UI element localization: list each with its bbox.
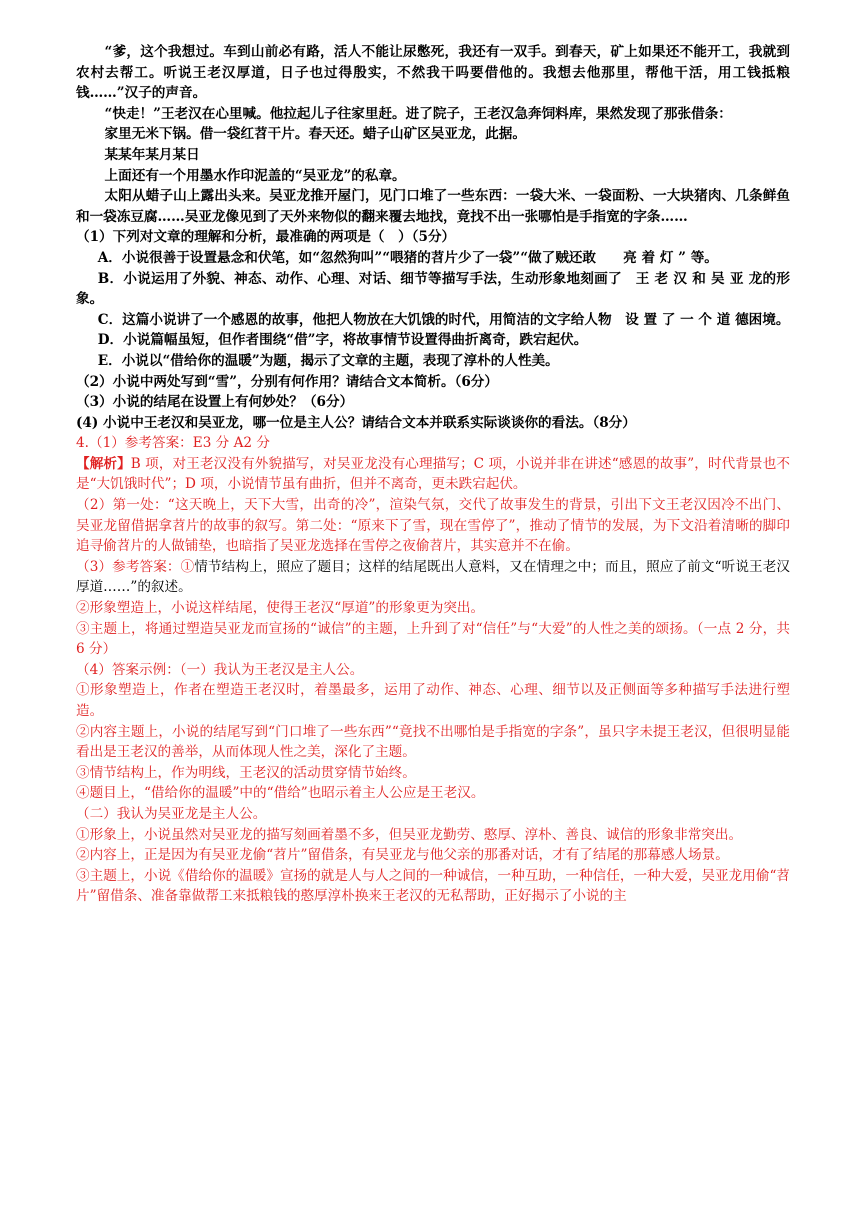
question-3: （3）小说的结尾在设置上有何妙处？（6分） <box>76 394 354 411</box>
answer-1: 4.（1）参考答案：E3 分 A2 分 <box>76 435 270 452</box>
answer-3-head: （3）参考答案：① <box>76 558 195 575</box>
story-paragraph-1: “爹，这个我想过。车到山前必有路，活人不能让尿憋死，我还有一双手。到春天，矿上如果还不能开工，我就到农村去帮工。听说王老汉厚道，日子也过得殷实，不然我干吗要借他的。我想去他那里，帮他干活，用工钱抵粮钱……”汉子的声音。 <box>76 44 790 102</box>
answer-4-b-point-1: ①形象上，小说虽然对吴亚龙的描写刻画着墨不多，但吴亚龙勤劳、憨厚、淳朴、善良、诚信的形象非常突出。 <box>76 826 743 843</box>
answer-3-point-3: ③主题上，将通过塑造吴亚龙而宣扬的“诚信”的主题，上升到了对“信任”与“大爱”的人性之美的颂扬。（一点 2 分，共 6 分） <box>76 620 790 658</box>
option-d: D．小说篇幅虽短，但作者围绕“借”字，将故事情节设置得曲折离奇，跌宕起伏。 <box>97 332 588 349</box>
document-page <box>76 42 790 907</box>
option-b: B．小说运用了外貌、神态、动作、心理、对话、细节等描写手法，生动形象地刻画了 王 老 汉 和 吴 亚 龙的形象。 <box>76 270 790 308</box>
answer-4-b-head: （二）我认为吴亚龙是主人公。 <box>76 805 267 822</box>
question-4: (4) 小说中王老汉和吴亚龙，哪一位是主人公？请结合文本并联系实际谈谈你的看法。（8分） <box>76 414 636 431</box>
answer-4-head: （4）答案示例：（一）我认为王老汉是主人公。 <box>76 661 364 678</box>
analysis-tag: 【解析】 <box>76 455 131 472</box>
answer-3-point-1-text: 情节结构上，照应了题目；这样的结尾既出人意料，又在情理之中；而且，照应了前文“听说王老汉厚道……”的叙述。 <box>76 558 790 596</box>
answer-3-point-1 <box>76 557 790 598</box>
answer-3-point-2: ②形象塑造上，小说这样结尾，使得王老汉“厚道”的形象更为突出。 <box>76 600 485 617</box>
story-paragraph-seal: 上面还有一个用墨水作印泥盖的“吴亚龙”的私章。 <box>104 167 406 184</box>
option-e: E．小说以“借给你的温暖”为题，揭示了文章的主题，表现了淳朴的人性美。 <box>97 352 559 369</box>
answer-1-analysis <box>76 454 790 495</box>
story-paragraph-ending: 太阳从蜡子山上露出头来。吴亚龙推开屋门，见门口堆了一些东西：一袋大米、一袋面粉、一大块猪肉、几条鲜鱼和一袋冻豆腐……吴亚龙像见到了天外来物似的翻来覆去地找，竟找不出一张哪怕是手指宽的字条…… <box>76 188 790 225</box>
option-a: A．小说很善于设置悬念和伏笔，如“忽然狗叫”“喂猪的苕片少了一袋”“做了贼还敢 亮 着 灯 ” 等。 <box>97 249 718 266</box>
analysis-text: B 项，对王老汉没有外貌描写，对吴亚龙没有心理描写；C 项，小说并非在讲述“感恩的故事”，时代背景也不是“大饥饿时代”；D 项，小说情节虽有曲折，但并不离奇，更未跌宕起伏。 <box>76 455 790 493</box>
question-1: （1）下列对文章的理解和分析，最准确的两项是（ ）（5分） <box>76 229 456 246</box>
answer-4-point-4: ④题目上，“借给你的温暖”中的“借给”也昭示着主人公应是王老汉。 <box>76 785 485 802</box>
answer-2: （2）第一处：“这天晚上，天下大雪，出奇的冷”，渲染气氛，交代了故事发生的背景，引出下文王老汉因冷不出门、吴亚龙留借据拿苕片的故事的叙写。第二处：“原来下了雪，现在雪停了”，推动了情节的发展，为下文沿着清晰的脚印追寻偷苕片的人做铺垫，也暗指了吴亚龙选择在雪停之夜偷苕片，其实意并不在偷。 <box>76 497 790 555</box>
story-iou-date: 某某年某月某日 <box>104 146 200 163</box>
story-paragraph-2: “快走！”王老汉在心里喊。他拉起儿子往家里赶。进了院子，王老汉急奔饲料库，果然发现了那张借条： <box>104 105 732 122</box>
answer-4-point-2: ②内容主题上，小说的结尾写到“门口堆了一些东西”“竟找不出哪怕是手指宽的字条”，虽只字未提王老汉，但很明显能看出是王老汉的善举，从而体现人性之美，深化了主题。 <box>76 723 790 761</box>
answer-4-b-point-3: ③主题上，小说《借给你的温暖》宣扬的就是人与人之间的一种诚信，一种互助，一种信任，一种大爱，吴亚龙用偷“苕片”留借条、准备靠做帮工来抵粮钱的憨厚淳朴换来王老汉的无私帮助，正好揭示了小说的主 <box>76 867 790 905</box>
answer-4-b-point-2: ②内容上，正是因为有吴亚龙偷“苕片”留借条，有吴亚龙与他父亲的那番对话，才有了结尾的那幕感人场景。 <box>76 847 729 864</box>
question-2: （2）小说中两处写到“雪”，分别有何作用？请结合文本简析。（6分） <box>76 373 498 390</box>
answer-4-point-3: ③情节结构上，作为明线，王老汉的活动贯穿情节始终。 <box>76 764 416 781</box>
option-c: C．这篇小说讲了一个感恩的故事，他把人物放在大饥饿的时代，用简洁的文字给人物 设 置 了 一 个 道 德困境。 <box>97 311 790 328</box>
answer-4-point-1: ①形象塑造上，作者在塑造王老汉时，着墨最多，运用了动作、神态、心理、细节以及正侧面等多种描写手法进行塑造。 <box>76 682 790 719</box>
story-iou-text: 家里无米下锅。借一袋红苕干片。春天还。蜡子山矿区吴亚龙，此据。 <box>104 126 526 143</box>
